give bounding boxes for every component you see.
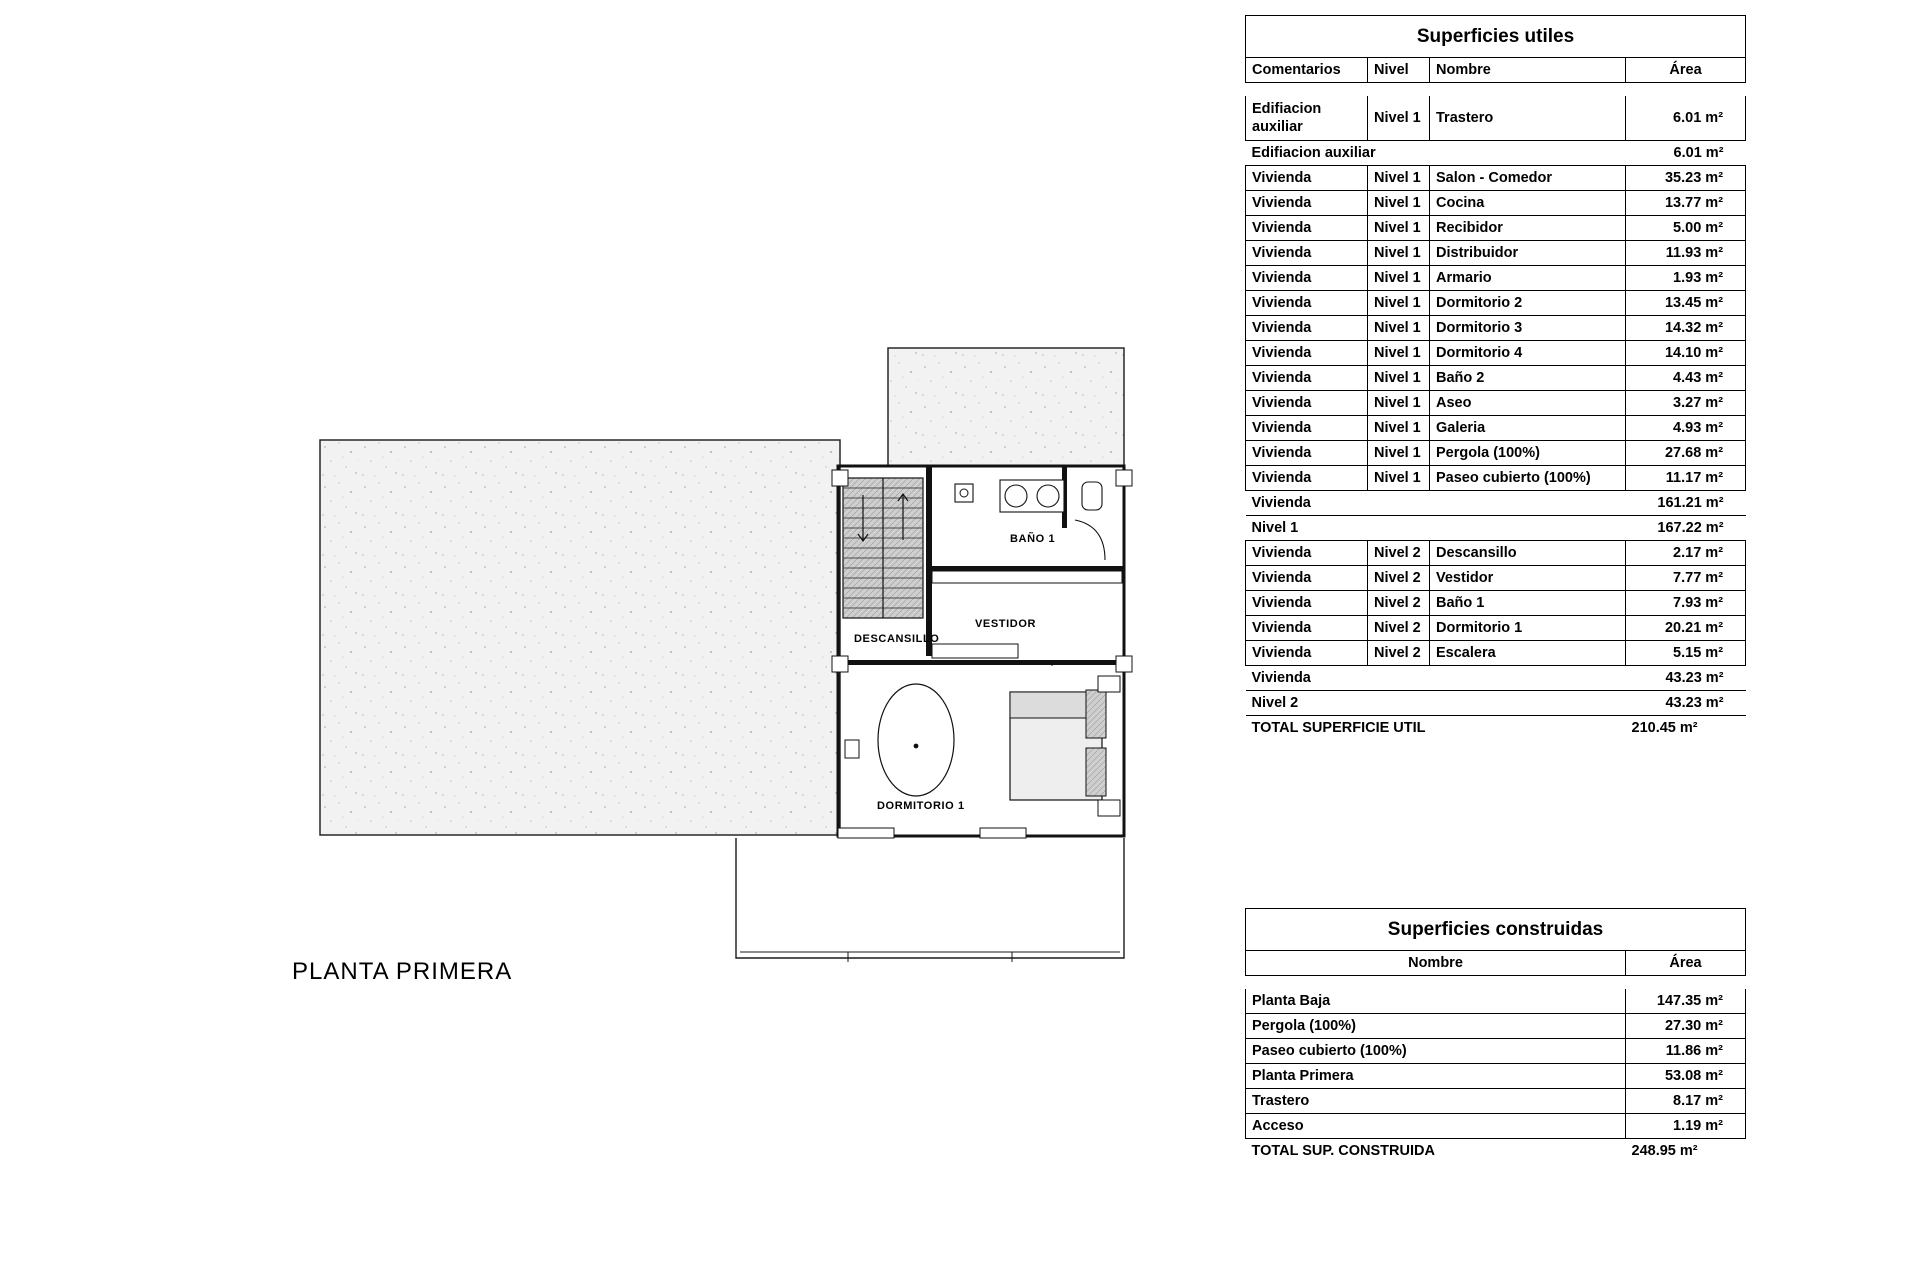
cell-area: 35.23 m²: [1626, 166, 1746, 191]
cell-nombre: Planta Primera: [1246, 1064, 1626, 1089]
cell-nombre: Baño 2: [1430, 366, 1626, 391]
cell-nombre: Trastero: [1246, 1089, 1626, 1114]
cell-comentario: Vivienda: [1246, 541, 1368, 566]
cell-comentario: Vivienda: [1246, 391, 1368, 416]
superficies-utiles-table: [1245, 15, 1745, 740]
total-area: 248.95 m²: [1631, 1143, 1698, 1159]
table-row: [1246, 1114, 1746, 1139]
cell-area: 11.93 m²: [1626, 241, 1746, 266]
subtotal-row: [1246, 516, 1746, 541]
table-row: [1246, 591, 1746, 616]
cell-nivel: Nivel 2: [1368, 616, 1430, 641]
room-label-dormitorio-1: DORMITORIO 1: [877, 800, 965, 812]
cell-area: 3.27 m²: [1626, 391, 1746, 416]
subtotal-area: 161.21 m²: [1626, 491, 1746, 516]
cell-area: 147.35 m²: [1626, 989, 1746, 1014]
table-row: [1246, 366, 1746, 391]
cell-area: 1.19 m²: [1626, 1114, 1746, 1139]
cell-area: 8.17 m²: [1626, 1089, 1746, 1114]
cell-nombre: Trastero: [1430, 96, 1626, 141]
table-row: [1246, 416, 1746, 441]
cell-comentario: Vivienda: [1246, 166, 1368, 191]
table-row: [1246, 216, 1746, 241]
total-row: [1246, 716, 1746, 741]
cell-area: 14.10 m²: [1626, 341, 1746, 366]
table-row: [1246, 1014, 1746, 1039]
cell-area: 27.30 m²: [1626, 1014, 1746, 1039]
cell-area: 27.68 m²: [1626, 441, 1746, 466]
table-row: [1246, 541, 1746, 566]
cell-nombre: Vestidor: [1430, 566, 1626, 591]
superficies-construidas-table: [1245, 908, 1745, 1163]
cell-comentario: Vivienda: [1246, 191, 1368, 216]
cell-nombre: Descansillo: [1430, 541, 1626, 566]
cell-nivel: Nivel 1: [1368, 391, 1430, 416]
cell-nombre: Planta Baja: [1246, 989, 1626, 1014]
cell-comentario: Vivienda: [1246, 641, 1368, 666]
cell-comentario: Vivienda: [1246, 316, 1368, 341]
roof-areas: [320, 348, 1124, 836]
cell-comentario: Vivienda: [1246, 416, 1368, 441]
cell-nombre: Cocina: [1430, 191, 1626, 216]
cell-nombre: Baño 1: [1430, 591, 1626, 616]
total-label: TOTAL SUPERFICIE UTIL: [1251, 720, 1426, 737]
cell-comentario: Vivienda: [1246, 341, 1368, 366]
total-row: [1246, 1139, 1746, 1164]
table-row: [1246, 641, 1746, 666]
table-row: [1246, 391, 1746, 416]
total-label: TOTAL SUP. CONSTRUIDA: [1251, 1143, 1435, 1159]
cell-area: 20.21 m²: [1626, 616, 1746, 641]
cell-nivel: Nivel 1: [1368, 466, 1430, 491]
subtotal-label: Vivienda: [1246, 666, 1626, 691]
staircase: [843, 478, 923, 618]
cell-nivel: Nivel 1: [1368, 416, 1430, 441]
room-label-vestidor: VESTIDOR: [975, 618, 1037, 630]
cell-nivel: Nivel 2: [1368, 566, 1430, 591]
spacer: [1246, 976, 1746, 990]
cell-area: 11.17 m²: [1626, 466, 1746, 491]
subtotal-area: 43.23 m²: [1626, 691, 1746, 716]
room-label-bano-1: BAÑO 1: [1010, 533, 1056, 545]
cell-comentario: Vivienda: [1246, 291, 1368, 316]
cell-nivel: Nivel 1: [1368, 366, 1430, 391]
room-label-descansillo: DESCANSILLO: [854, 633, 940, 645]
cell-area: 5.15 m²: [1626, 641, 1746, 666]
subtotal-label: Nivel 2: [1246, 691, 1626, 716]
spacer: [1246, 83, 1746, 97]
utiles-header-area: Área: [1626, 58, 1746, 83]
cell-area: 7.93 m²: [1626, 591, 1746, 616]
cell-nivel: Nivel 1: [1368, 166, 1430, 191]
cell-comentario: Vivienda: [1246, 441, 1368, 466]
cell-nombre: Aseo: [1430, 391, 1626, 416]
cell-comentario: Vivienda: [1246, 616, 1368, 641]
table-row: [1246, 166, 1746, 191]
cell-nombre: Dormitorio 1: [1430, 616, 1626, 641]
cell-area: 14.32 m²: [1626, 316, 1746, 341]
cell-nivel: Nivel 2: [1368, 541, 1430, 566]
cell-comentario: Vivienda: [1246, 466, 1368, 491]
cell-nombre: Pergola (100%): [1246, 1014, 1626, 1039]
subtotal-row: [1246, 141, 1746, 166]
cell-nombre: Acceso: [1246, 1114, 1626, 1139]
cell-nivel: Nivel 2: [1368, 591, 1430, 616]
cell-comentario: Vivienda: [1246, 266, 1368, 291]
subtotal-row: [1246, 691, 1746, 716]
bedroom-furniture: [878, 676, 1120, 816]
subtotal-row: [1246, 491, 1746, 516]
bathroom-fixtures: [955, 480, 1105, 560]
cell-area: 53.08 m²: [1626, 1064, 1746, 1089]
table-row: [1246, 191, 1746, 216]
table-row: [1246, 989, 1746, 1014]
cell-nombre: Escalera: [1430, 641, 1626, 666]
table-row: [1246, 1039, 1746, 1064]
table-row: [1246, 241, 1746, 266]
subtotal-row: [1246, 666, 1746, 691]
cell-area: 4.93 m²: [1626, 416, 1746, 441]
subtotal-label: Nivel 1: [1246, 516, 1626, 541]
cell-area: 5.00 m²: [1626, 216, 1746, 241]
cell-nombre: Galeria: [1430, 416, 1626, 441]
cell-nivel: Nivel 1: [1368, 291, 1430, 316]
construidas-title: Superficies construidas: [1246, 909, 1746, 951]
cell-comentario: Vivienda: [1246, 241, 1368, 266]
table-row: [1246, 441, 1746, 466]
cell-nivel: Nivel 1: [1368, 96, 1430, 141]
subtotal-area: 6.01 m²: [1626, 141, 1746, 166]
cell-nivel: Nivel 1: [1368, 191, 1430, 216]
table-row: [1246, 566, 1746, 591]
table-row: [1246, 96, 1746, 141]
table-row: [1246, 341, 1746, 366]
table-row: [1246, 466, 1746, 491]
cell-area: 7.77 m²: [1626, 566, 1746, 591]
cell-nivel: Nivel 1: [1368, 341, 1430, 366]
cell-area: 13.45 m²: [1626, 291, 1746, 316]
plan-title: PLANTA PRIMERA: [292, 958, 513, 985]
subtotal-area: 167.22 m²: [1626, 516, 1746, 541]
cell-comentario: Vivienda: [1246, 591, 1368, 616]
utiles-header-nombre: Nombre: [1430, 58, 1626, 83]
cell-comentario: Edifiacion auxiliar: [1246, 96, 1368, 141]
cell-comentario: Vivienda: [1246, 216, 1368, 241]
cell-nivel: Nivel 2: [1368, 641, 1430, 666]
table-row: [1246, 316, 1746, 341]
cell-nombre: Salon - Comedor: [1430, 166, 1626, 191]
table-row: [1246, 291, 1746, 316]
total-area: 210.45 m²: [1631, 720, 1698, 737]
subtotal-label: Vivienda: [1246, 491, 1626, 516]
cell-nombre: Paseo cubierto (100%): [1246, 1039, 1626, 1064]
table-row: [1246, 1064, 1746, 1089]
cell-nivel: Nivel 1: [1368, 241, 1430, 266]
utiles-header-comentarios: Comentarios: [1246, 58, 1368, 83]
cell-comentario: Vivienda: [1246, 366, 1368, 391]
cell-nombre: Armario: [1430, 266, 1626, 291]
lower-terrace-outline: [736, 838, 1124, 962]
cell-nivel: Nivel 1: [1368, 216, 1430, 241]
subtotal-area: 43.23 m²: [1626, 666, 1746, 691]
utiles-header-nivel: Nivel: [1368, 58, 1430, 83]
cell-area: 13.77 m²: [1626, 191, 1746, 216]
cell-nombre: Dormitorio 4: [1430, 341, 1626, 366]
cell-nombre: Recibidor: [1430, 216, 1626, 241]
cell-nombre: Distribuidor: [1430, 241, 1626, 266]
cell-nombre: Dormitorio 2: [1430, 291, 1626, 316]
cell-area: 11.86 m²: [1626, 1039, 1746, 1064]
cell-nombre: Paseo cubierto (100%): [1430, 466, 1626, 491]
cell-area: 1.93 m²: [1626, 266, 1746, 291]
construidas-header-nombre: Nombre: [1246, 951, 1626, 976]
table-row: [1246, 616, 1746, 641]
cell-comentario: Vivienda: [1246, 566, 1368, 591]
cell-area: 2.17 m²: [1626, 541, 1746, 566]
utiles-title: Superficies utiles: [1246, 16, 1746, 58]
cell-nombre: Dormitorio 3: [1430, 316, 1626, 341]
cell-nombre: Pergola (100%): [1430, 441, 1626, 466]
cell-nivel: Nivel 1: [1368, 266, 1430, 291]
subtotal-label: Edifiacion auxiliar: [1246, 141, 1626, 166]
cell-area: 6.01 m²: [1626, 96, 1746, 141]
cell-nivel: Nivel 1: [1368, 316, 1430, 341]
construidas-header-area: Área: [1626, 951, 1746, 976]
table-row: [1246, 266, 1746, 291]
table-row: [1246, 1089, 1746, 1114]
cell-nivel: Nivel 1: [1368, 441, 1430, 466]
cell-area: 4.43 m²: [1626, 366, 1746, 391]
